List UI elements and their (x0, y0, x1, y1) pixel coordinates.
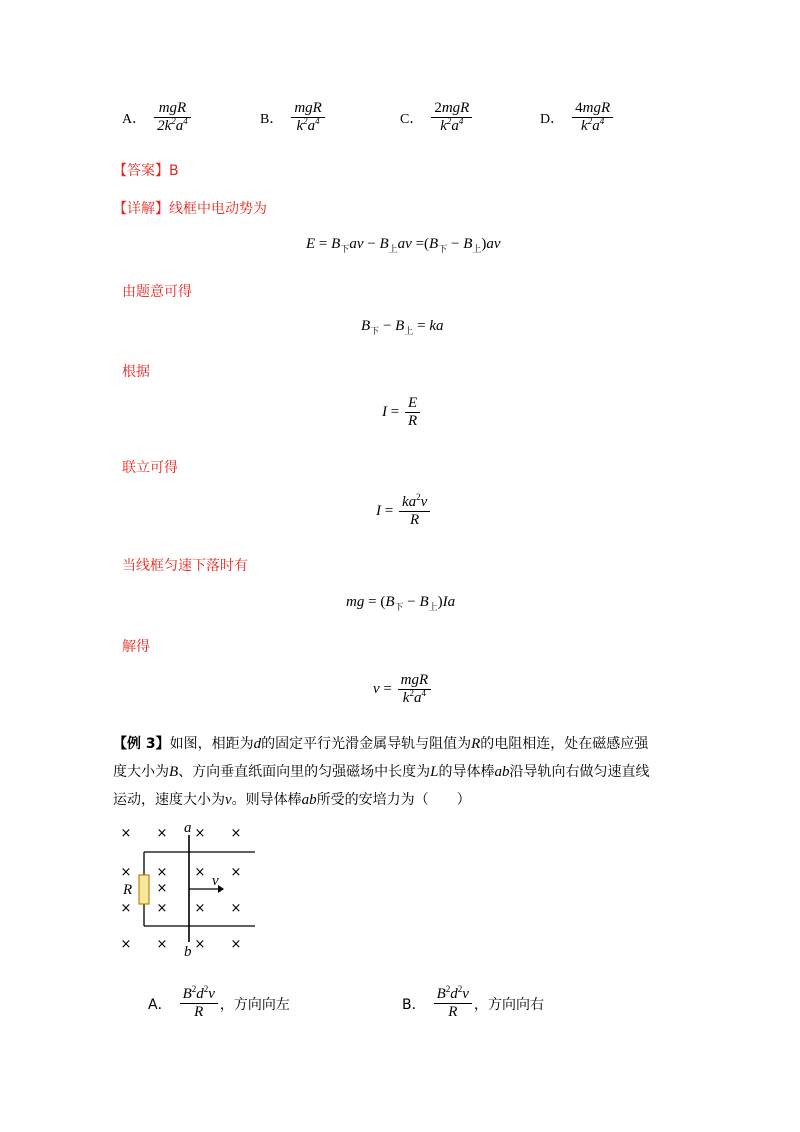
sym: B (385, 594, 395, 610)
cross-mark: × (194, 865, 206, 880)
sub: 下 (370, 326, 380, 336)
sym: = (417, 318, 426, 334)
question-line-3 (113, 786, 713, 814)
den-part: k (440, 118, 447, 134)
sym: v (462, 986, 469, 1002)
exp: 4 (183, 116, 188, 126)
sym: = (390, 403, 400, 420)
detail-text: 线框中电动势为 (169, 201, 267, 217)
cross-mark: × (230, 826, 242, 841)
text: 沿导轨向右做匀速直线 (509, 764, 650, 780)
option-fraction (431, 100, 472, 135)
sym: B (182, 986, 192, 1002)
cross-mark: × (230, 901, 242, 916)
option-fraction (180, 986, 218, 1021)
cross-mark: × (156, 826, 168, 841)
fraction (399, 494, 430, 529)
sym: = (368, 594, 377, 610)
sym: a (413, 690, 422, 706)
step-text-3: 联立可得 (122, 460, 178, 476)
sym: d (196, 986, 204, 1002)
text: 如图，相距为 (169, 736, 254, 752)
denominator (572, 118, 613, 135)
sym: d (450, 986, 458, 1002)
sym: ka (401, 494, 417, 510)
exp: 4 (458, 116, 464, 126)
denominator (398, 690, 432, 707)
text: 的固定平行光滑金属导轨与阻值为 (261, 736, 472, 752)
sub: 上 (472, 244, 482, 254)
numerator: mgR (291, 100, 325, 118)
sym: v (208, 986, 215, 1002)
exp: 2 (409, 688, 414, 698)
circuit-figure (110, 815, 270, 975)
fraction (398, 672, 432, 707)
denominator: R (410, 512, 420, 528)
sym: ( (424, 236, 430, 252)
exp: 2 (191, 984, 197, 994)
step-text-4: 当线框匀速下落时有 (122, 558, 248, 574)
option-a[interactable] (148, 986, 290, 1021)
sym: − (367, 236, 376, 252)
var: v (225, 792, 232, 808)
sym: mg (346, 594, 365, 610)
sub: 下 (438, 244, 448, 254)
question-line-2 (113, 758, 713, 786)
label-R: R (123, 882, 133, 898)
option-fraction (291, 100, 325, 135)
var: ab (494, 764, 510, 780)
den-part: 2k (157, 118, 172, 134)
den-part: a (592, 118, 600, 134)
numerator: E (405, 395, 420, 413)
sub: 下 (340, 244, 350, 254)
var: B (169, 764, 179, 780)
sym: ( (380, 594, 386, 610)
option-direction: ，方向向右 (473, 996, 544, 1013)
var: d (253, 736, 262, 752)
option-fraction (434, 986, 472, 1021)
coef: 2 (434, 100, 442, 116)
denominator (154, 118, 191, 135)
option-direction: ，方向向左 (219, 996, 290, 1013)
option-a-prev (122, 100, 193, 135)
sub: 上 (404, 326, 414, 336)
sym: Ia (442, 594, 456, 610)
cross-mark: × (156, 937, 168, 952)
option-b-prev (260, 100, 327, 135)
cross-mark: × (120, 826, 132, 841)
answer-label: 【答案】 (113, 163, 169, 179)
option-d-prev (540, 100, 615, 135)
cross-mark: × (156, 881, 168, 896)
cross-mark: × (230, 937, 242, 952)
equation-emf (306, 236, 501, 253)
cross-mark: × (156, 865, 168, 880)
option-label: A． (148, 996, 172, 1013)
detail-line (113, 198, 267, 218)
cross-mark: × (194, 937, 206, 952)
option-label: A． (122, 111, 147, 127)
example-3-question (113, 730, 713, 814)
answer-value: B (169, 163, 179, 179)
sym: av (349, 236, 364, 252)
exp: 2 (416, 492, 421, 502)
sym: = (384, 502, 394, 519)
denominator: R (407, 413, 418, 429)
exp: 2 (171, 116, 176, 126)
detail-label: 【详解】 (113, 201, 169, 217)
denominator: R (194, 1004, 204, 1020)
option-label: B． (402, 996, 426, 1013)
equation-velocity (373, 672, 433, 707)
option-c-prev (400, 100, 474, 135)
exp: 4 (315, 116, 320, 126)
cross-mark: × (194, 901, 206, 916)
option-label: C． (400, 111, 424, 127)
sym: − (407, 594, 416, 610)
label-a: a (184, 820, 192, 836)
den-part: k (296, 118, 304, 134)
sym: − (382, 318, 392, 334)
example-label: 【例 3】 (113, 736, 170, 752)
sub: 下 (394, 602, 404, 612)
arrow-head (218, 885, 224, 893)
coef: 4 (575, 100, 583, 116)
sym: = (383, 680, 392, 697)
cross-mark: × (230, 865, 242, 880)
sym: I (382, 403, 387, 420)
cross-mark: × (120, 865, 132, 880)
sym: B (419, 594, 429, 610)
exp: 2 (457, 984, 463, 994)
sym: B (463, 236, 473, 252)
text: 。则导体棒 (231, 792, 302, 808)
exp: 2 (203, 984, 209, 994)
den-part: a (175, 118, 184, 134)
sym: B (379, 236, 389, 252)
sym: = (415, 236, 425, 252)
sym: B (436, 986, 446, 1002)
option-b[interactable] (402, 986, 544, 1021)
cross-mark: × (120, 937, 132, 952)
var: R (471, 736, 481, 752)
exp: 4 (421, 688, 426, 698)
sym: B (331, 236, 341, 252)
sym: v (420, 494, 428, 510)
sym: I (376, 502, 381, 519)
exp: 2 (446, 116, 452, 126)
sym: ka (429, 318, 444, 334)
numerator (434, 986, 472, 1004)
numerator (180, 986, 218, 1004)
text: 度大小为 (113, 764, 169, 780)
var: ab (301, 792, 317, 808)
var: L (430, 764, 439, 780)
den-part: k (581, 118, 588, 134)
text: 所受的安培力为（ ） (316, 792, 471, 808)
sym: av (486, 236, 501, 252)
equation-field-gradient (361, 318, 443, 335)
sym: k (402, 690, 410, 706)
label-v: v (212, 873, 219, 889)
sub: 上 (388, 244, 398, 254)
numerator: 4mgR (572, 100, 613, 118)
cross-mark: × (156, 901, 168, 916)
step-text-1: 由题意可得 (122, 284, 192, 300)
option-fraction (572, 100, 613, 135)
text: 的导体棒 (438, 764, 495, 780)
numerator: 2mgR (431, 100, 472, 118)
denominator (291, 118, 325, 135)
sym: = (318, 236, 328, 252)
equation-current (376, 494, 432, 529)
sub: 上 (428, 602, 438, 612)
cross-mark: × (194, 826, 206, 841)
denominator (431, 118, 472, 135)
numerator: mgR (398, 672, 432, 690)
option-fraction (154, 100, 191, 135)
numerator: mgR (154, 100, 191, 118)
equation-ohm (382, 395, 422, 430)
exp: 4 (599, 116, 605, 126)
sym: B (361, 318, 371, 334)
text: 、方向垂直纸面向里的匀强磁场中长度为 (178, 764, 431, 780)
exp: 2 (303, 116, 308, 126)
answer-line (113, 160, 179, 180)
den-part: a (307, 118, 316, 134)
resistor (139, 875, 149, 904)
equation-balance (346, 594, 455, 611)
sym: B (429, 236, 439, 252)
exp: 2 (587, 116, 593, 126)
step-text-2: 根据 (122, 364, 150, 380)
label-b: b (184, 944, 192, 960)
fraction (405, 395, 420, 430)
question-line-1 (113, 730, 713, 758)
sym: v (373, 680, 380, 697)
den-part: a (451, 118, 459, 134)
sym: B (395, 318, 405, 334)
sym: E (306, 236, 316, 252)
text: 的电阻相连，处在磁感应强 (480, 736, 649, 752)
step-text-5: 解得 (122, 639, 150, 655)
numerator (399, 494, 430, 512)
sym: − (450, 236, 460, 252)
sym: ) (481, 236, 487, 252)
denominator: R (448, 1004, 458, 1020)
sym: ) (437, 594, 443, 610)
option-label: D． (540, 111, 565, 127)
exp: 2 (445, 984, 451, 994)
sym: av (397, 236, 412, 252)
text: 运动，速度大小为 (113, 792, 225, 808)
cross-mark: × (120, 901, 132, 916)
option-label: B． (260, 111, 284, 127)
